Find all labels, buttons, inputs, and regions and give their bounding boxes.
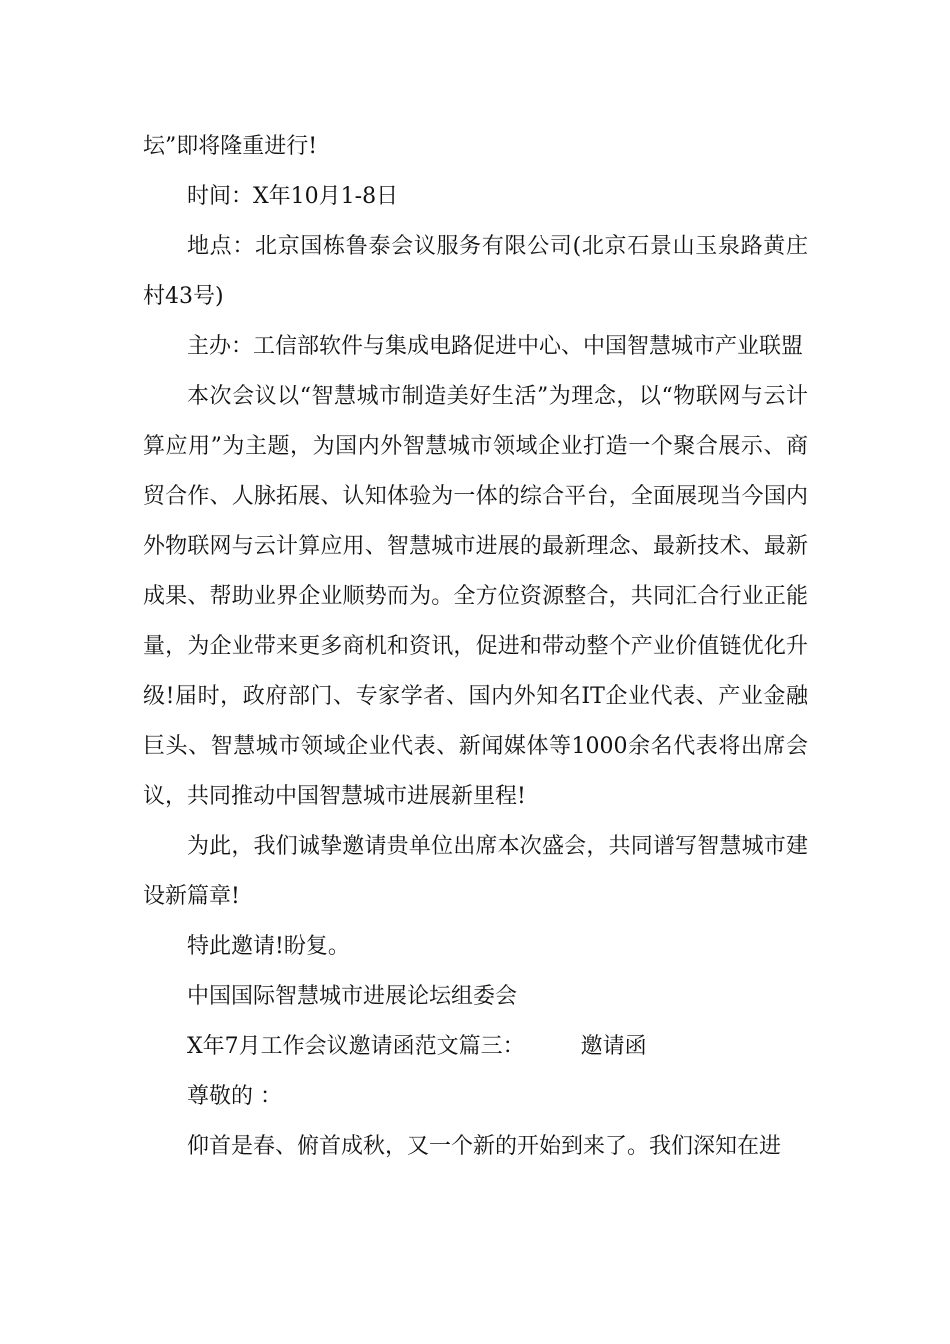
- paragraph-continuation: 坛”即将隆重进行!: [143, 134, 318, 159]
- salutation: 尊敬的 ：: [187, 1084, 282, 1109]
- paragraph-time: 时间：X年10月1-8日: [187, 184, 399, 209]
- paragraph-closing: 特此邀请!盼复。: [187, 934, 350, 959]
- section-heading-title: 邀请函: [580, 1034, 647, 1059]
- paragraph-main-body: 本次会议以“智慧城市制造美好生活”为理念，以“物联网与云计算应用”为主题，为国内外智慧城市领域企业打造一个聚合展示、商贸合作、人脉拓展、认知体验为一体的综合平台，全面展现当今国内外物联网与云计算应用、智慧城市进展的最新理念、最新技术、最新成果、帮助业界企业顺势而为。全方位资源整合，共同汇合行业正能量，为企业带来更多商机和资讯，促进和带动整个产业价值链优化升级!届时，政府部门、专家学者、国内外知名IT企业代表、产业金融巨头、智慧城市领域企业代表、新闻媒体等1000余名代表将出席会议，共同推动中国智慧城市进展新里程!: [143, 384, 808, 809]
- paragraph-signature: 中国国际智慧城市进展论坛组委会: [187, 984, 518, 1009]
- paragraph-location: 地点：北京国栋鲁泰会议服务有限公司(北京石景山玉泉路黄庄村43号): [143, 234, 808, 309]
- paragraph-organizer: 主办：工信部软件与集成电路促进中心、中国智慧城市产业联盟: [187, 334, 804, 359]
- section-heading: [143, 1022, 808, 1072]
- document-body: [143, 122, 808, 1172]
- paragraph-final: 仰首是春、俯首成秋，又一个新的开始到来了。我们深知在进: [187, 1134, 782, 1159]
- paragraph-invitation: 为此，我们诚挚邀请贵单位出席本次盛会，共同谱写智慧城市建设新篇章!: [143, 834, 808, 909]
- section-heading-prefix: X年7月工作会议邀请函范文篇三：: [187, 1034, 525, 1059]
